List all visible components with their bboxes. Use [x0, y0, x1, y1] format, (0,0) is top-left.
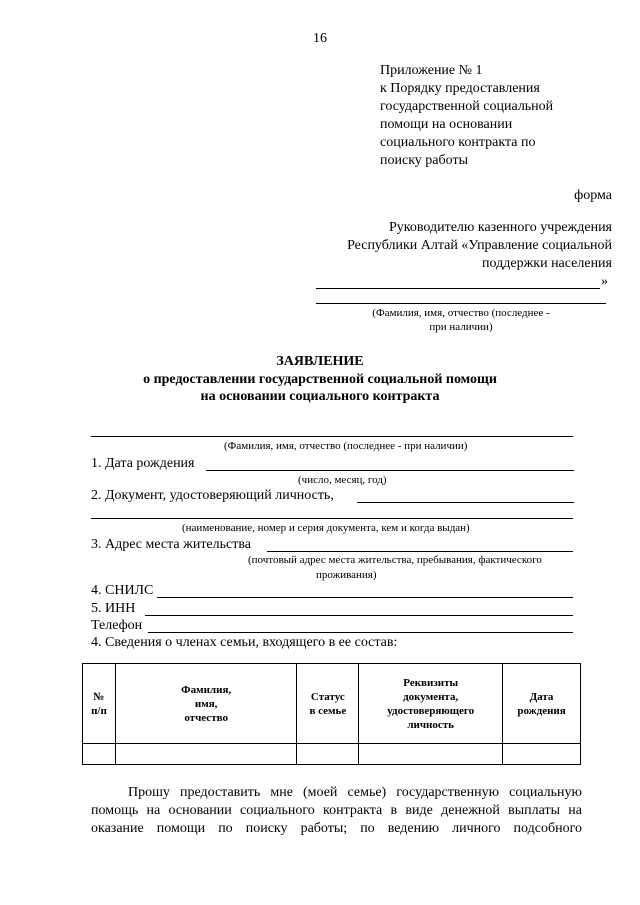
addressee-underline: [316, 288, 600, 289]
header-status: Статус в семье: [297, 664, 359, 744]
appendix-block: [380, 62, 553, 170]
document-title: ЗАЯВЛЕНИЕ: [276, 354, 364, 369]
address-label: 3. Адрес места жительства: [91, 537, 251, 552]
table-cell[interactable]: [297, 744, 359, 765]
addressee-line3: поддержки населения: [482, 256, 612, 271]
fio-field[interactable]: [91, 436, 573, 437]
phone-field[interactable]: [148, 632, 573, 633]
addressee-hint1: (Фамилия, имя, отчество (последнее -: [372, 307, 550, 319]
inn-label: 5. ИНН: [91, 601, 136, 616]
inn-field[interactable]: [145, 615, 573, 616]
table-cell[interactable]: [359, 744, 503, 765]
phone-label: Телефон: [91, 618, 143, 633]
page-number: 16: [313, 31, 327, 46]
table-cell[interactable]: [503, 744, 581, 765]
appendix-line: помощи на основании: [380, 117, 513, 132]
family-label: 4. Сведения о членах семьи, входящего в ее состав:: [91, 635, 398, 650]
header-document: Реквизиты документа, удостоверяющего личность: [359, 664, 503, 744]
snils-label: 4. СНИЛС: [91, 583, 154, 598]
birth-date-label: 1. Дата рождения: [91, 456, 195, 471]
appendix-line: государственной социальной: [380, 99, 554, 114]
birth-date-hint: (число, месяц, год): [298, 474, 387, 486]
fio-hint: (Фамилия, имя, отчество (последнее - при наличии): [224, 440, 468, 452]
header-fio: Фамилия, имя, отчество: [115, 664, 296, 744]
appendix-line: к Порядку предоставления: [380, 81, 540, 96]
address-hint2: проживания): [316, 569, 377, 581]
request-line2: помощь на основании социального контракта в виде денежной выплаты на: [91, 803, 582, 818]
table-cell[interactable]: [115, 744, 296, 765]
birth-date-field[interactable]: [206, 470, 574, 471]
request-paragraph: [91, 784, 582, 838]
family-table: [82, 663, 581, 765]
appendix-line: поиску работы: [380, 153, 468, 168]
addressee-line2: Республики Алтай «Управление социальной: [347, 238, 612, 253]
addressee-name-underline: [316, 303, 606, 304]
table-header-row: [83, 664, 581, 744]
address-field[interactable]: [267, 551, 573, 552]
header-number: № п/п: [83, 664, 116, 744]
request-line3: оказание помощи по поиску работы; по ведению личного подсобного: [91, 821, 582, 836]
appendix-line: социального контракта по: [380, 135, 536, 150]
document-subtitle-line2: на основании социального контракта: [200, 389, 440, 404]
addressee-close-quote: »: [601, 274, 608, 289]
document-field-line2[interactable]: [91, 518, 573, 519]
table-cell[interactable]: [83, 744, 116, 765]
document-hint: (наименование, номер и серия документа, кем и когда выдан): [182, 522, 470, 534]
document-label: 2. Документ, удостоверяющий личность,: [91, 488, 334, 503]
appendix-line: Приложение № 1: [380, 63, 483, 78]
request-line1: Прошу предоставить мне (моей семье) государственную социальную: [128, 785, 582, 800]
addressee-line1: Руководителю казенного учреждения: [389, 220, 612, 235]
document-subtitle-line1: о предоставлении государственной социальной помощи: [143, 372, 497, 387]
snils-field[interactable]: [157, 597, 573, 598]
addressee-hint2: при наличии): [429, 321, 493, 333]
header-birth-date: Дата рождения: [503, 664, 581, 744]
form-label: форма: [574, 188, 612, 203]
table-row: [83, 744, 581, 765]
document-field[interactable]: [357, 502, 574, 503]
address-hint1: (почтовый адрес места жительства, пребывания, фактического: [248, 554, 542, 566]
